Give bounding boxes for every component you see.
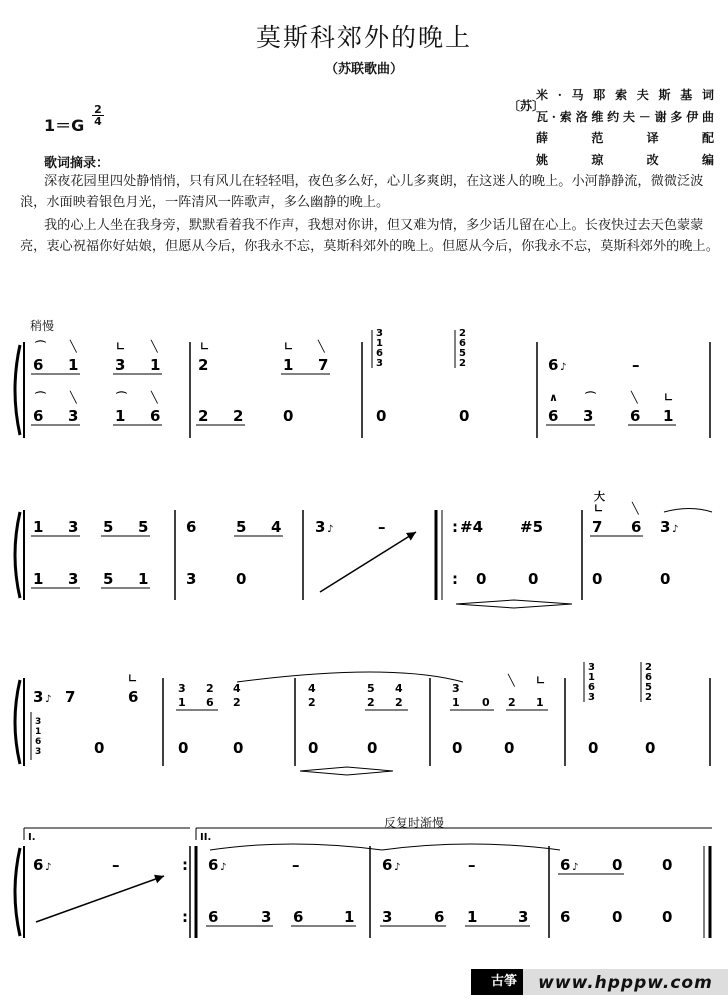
volta-2: II. [200, 832, 212, 843]
svg-text:1: 1 [452, 696, 460, 709]
svg-text:3: 3 [68, 570, 79, 588]
svg-text::: : [182, 856, 188, 874]
svg-text:6: 6 [560, 856, 571, 874]
svg-text:∟: ∟ [116, 340, 126, 353]
svg-text:╲: ╲ [151, 340, 158, 353]
svg-text:3: 3 [68, 407, 79, 425]
svg-text:0: 0 [367, 739, 378, 757]
svg-text:2: 2 [459, 328, 466, 339]
svg-text:6: 6 [35, 737, 42, 747]
volta-1: I. [28, 832, 36, 843]
svg-text:7: 7 [65, 688, 76, 706]
svg-text:4: 4 [308, 682, 316, 695]
row4-upper-notes [33, 856, 672, 874]
svg-text:2: 2 [459, 358, 466, 369]
svg-text:3: 3 [68, 518, 79, 536]
svg-text:0: 0 [645, 739, 656, 757]
footer-label: 古筝 [471, 969, 523, 995]
row4-lower-notes [36, 876, 672, 926]
svg-text:6: 6 [560, 908, 571, 926]
svg-text:0: 0 [528, 570, 539, 588]
svg-text:∟: ∟ [200, 340, 210, 353]
svg-text::: : [452, 518, 458, 536]
svg-text:╲: ╲ [318, 340, 325, 353]
svg-text:–: – [468, 856, 476, 874]
svg-text:1: 1 [138, 570, 149, 588]
svg-text:6: 6 [434, 908, 445, 926]
svg-text:⌒: ⌒ [35, 391, 46, 404]
svg-text:0: 0 [662, 856, 673, 874]
svg-text:∟: ∟ [594, 502, 604, 515]
svg-text:6: 6 [33, 407, 44, 425]
svg-text:6: 6 [548, 356, 559, 374]
svg-text:5: 5 [236, 518, 247, 536]
svg-text:7: 7 [318, 356, 329, 374]
svg-text:6: 6 [459, 338, 466, 349]
svg-text:2: 2 [206, 682, 214, 695]
svg-text:3: 3 [376, 328, 383, 339]
svg-text:6: 6 [376, 348, 383, 359]
tempo-marking: 稍慢 [30, 319, 55, 333]
svg-text:♪: ♪ [572, 862, 579, 873]
svg-text:1: 1 [33, 570, 44, 588]
svg-text:6: 6 [645, 672, 652, 683]
svg-text:3: 3 [261, 908, 272, 926]
svg-text:2: 2 [645, 662, 652, 673]
svg-text:╲: ╲ [70, 391, 77, 404]
svg-text:3: 3 [382, 908, 393, 926]
svg-text:0: 0 [588, 739, 599, 757]
svg-text:5: 5 [138, 518, 149, 536]
svg-text:5: 5 [645, 682, 652, 693]
svg-text:–: – [112, 856, 120, 874]
svg-text:6: 6 [588, 682, 595, 693]
credit-composer: 瓦·索洛维约夫－谢多伊曲 [536, 110, 714, 124]
svg-text:╲: ╲ [70, 340, 77, 353]
svg-text:1: 1 [344, 908, 355, 926]
svg-text:2: 2 [367, 696, 375, 709]
svg-text:3: 3 [376, 358, 383, 369]
svg-text:6: 6 [128, 688, 139, 706]
svg-text:0: 0 [662, 908, 673, 926]
svg-text:6: 6 [206, 696, 214, 709]
svg-text:0: 0 [592, 570, 603, 588]
svg-text:6: 6 [208, 908, 219, 926]
svg-text:6: 6 [33, 356, 44, 374]
system-row-3 [15, 662, 710, 775]
svg-text:1: 1 [536, 696, 544, 709]
svg-text:0: 0 [236, 570, 247, 588]
svg-text:0: 0 [476, 570, 487, 588]
system-row-4 [15, 828, 712, 938]
svg-text:∧: ∧ [549, 391, 558, 404]
svg-text:⌒: ⌒ [116, 391, 127, 404]
svg-text:4: 4 [395, 682, 403, 695]
svg-text:6: 6 [186, 518, 197, 536]
svg-text:1: 1 [35, 727, 42, 737]
svg-text:╲: ╲ [632, 502, 639, 515]
key-signature: 1＝G [44, 116, 85, 135]
svg-text:0: 0 [459, 407, 470, 425]
svg-text:2: 2 [308, 696, 316, 709]
svg-text:–: – [632, 356, 640, 374]
svg-text:–: – [378, 518, 386, 536]
svg-text:1: 1 [467, 908, 478, 926]
svg-text:1: 1 [376, 338, 383, 349]
svg-text::: : [452, 570, 458, 588]
svg-text:–: – [292, 856, 300, 874]
svg-text:1: 1 [588, 672, 595, 683]
svg-text:5: 5 [367, 682, 375, 695]
svg-text:1: 1 [150, 356, 161, 374]
svg-text:3: 3 [518, 908, 529, 926]
svg-text:♪: ♪ [672, 524, 679, 535]
svg-text:6: 6 [208, 856, 219, 874]
svg-text:♪: ♪ [560, 362, 567, 373]
svg-text:0: 0 [178, 739, 189, 757]
svg-text:3: 3 [583, 407, 594, 425]
footer-site[interactable]: www.hpppw.com [538, 973, 713, 993]
svg-text:∟: ∟ [284, 340, 294, 353]
repeat-note: 反复时渐慢 [384, 816, 445, 830]
svg-text:2: 2 [395, 696, 403, 709]
svg-text:3: 3 [588, 662, 595, 673]
svg-text:♪: ♪ [45, 862, 52, 873]
svg-text:3: 3 [186, 570, 197, 588]
svg-text:⌒: ⌒ [585, 391, 596, 404]
credit-arranger: 姚琼改编 [536, 153, 714, 167]
svg-text::: : [182, 908, 188, 926]
system-row-2 [15, 489, 712, 608]
svg-text:3: 3 [35, 747, 42, 757]
svg-text:0: 0 [376, 407, 387, 425]
svg-text:0: 0 [612, 856, 623, 874]
svg-text:╲: ╲ [631, 391, 638, 404]
svg-text:6: 6 [293, 908, 304, 926]
svg-text:2: 2 [645, 692, 652, 703]
time-signature-top: 2 [94, 103, 102, 116]
svg-text:6: 6 [630, 407, 641, 425]
svg-text:6: 6 [631, 518, 642, 536]
svg-text:0: 0 [482, 696, 490, 709]
svg-text:1: 1 [33, 518, 44, 536]
svg-text:2: 2 [233, 696, 241, 709]
svg-text:#4: #4 [460, 518, 484, 536]
svg-text:1: 1 [115, 407, 126, 425]
svg-text:7: 7 [592, 518, 603, 536]
song-subtitle: （苏联歌曲） [324, 62, 403, 77]
svg-text:3: 3 [452, 682, 460, 695]
svg-text:∟: ∟ [128, 672, 138, 685]
svg-text:3: 3 [660, 518, 671, 536]
svg-text:0: 0 [660, 570, 671, 588]
lyrics-paragraph-2: 我的心上人坐在我身旁，默默看着我不作声，我想对你讲，但又难为情，多少话儿留在心上。长夜快过去天色蒙蒙亮，衷心祝福你好姑娘，但愿从今后，你我永不忘，莫斯科郊外的晚上。但愿从今后，你我永不忘，莫斯科郊外的晚上。 [20, 218, 719, 254]
svg-text:6: 6 [382, 856, 393, 874]
svg-text:3: 3 [115, 356, 126, 374]
lyrics-heading: 歌词摘录： [44, 156, 110, 171]
credit-translator: 薛范译配 [536, 131, 714, 145]
svg-text:4: 4 [271, 518, 282, 536]
system-row-1 [15, 328, 710, 438]
svg-text:3: 3 [33, 688, 44, 706]
svg-text:3: 3 [588, 692, 595, 703]
svg-text:3: 3 [315, 518, 326, 536]
svg-text:0: 0 [94, 739, 105, 757]
lyrics-paragraph-1: 深夜花园里四处静悄悄，只有风儿在轻轻唱，夜色多么好，心儿多爽朗，在这迷人的晚上。小河静静流，微微泛波浪，水面映着银色月光，一阵清风一阵歌声，多么幽静的晚上。 [20, 174, 704, 210]
credit-lyricist: 米·马耶索夫斯基词 [536, 88, 714, 102]
row3-upper-notes [33, 662, 652, 710]
row1-upper-notes [31, 328, 640, 374]
svg-text:♪: ♪ [45, 694, 52, 705]
svg-text:╲: ╲ [151, 391, 158, 404]
svg-text:2: 2 [198, 407, 209, 425]
svg-text:∟: ∟ [536, 674, 546, 687]
song-title: 莫斯科郊外的晚上 [255, 23, 472, 52]
svg-text:4: 4 [233, 682, 241, 695]
credits-country: 〔苏〕 [508, 99, 545, 113]
svg-text:0: 0 [504, 739, 515, 757]
dynamic-mark: 大 [594, 490, 605, 503]
svg-text:3: 3 [178, 682, 186, 695]
svg-text:3: 3 [35, 717, 42, 727]
svg-text:2: 2 [233, 407, 244, 425]
svg-text:5: 5 [459, 348, 466, 359]
svg-text:1: 1 [68, 356, 79, 374]
svg-text:♪: ♪ [394, 862, 401, 873]
svg-text:6: 6 [150, 407, 161, 425]
svg-text:6: 6 [548, 407, 559, 425]
svg-text:∟: ∟ [664, 391, 674, 404]
row1-lower-notes [31, 390, 676, 425]
svg-text:5: 5 [103, 570, 114, 588]
time-signature-bottom: 4 [92, 115, 104, 127]
svg-text:#5: #5 [520, 518, 544, 536]
svg-text:0: 0 [612, 908, 623, 926]
svg-text:1: 1 [663, 407, 674, 425]
svg-text:0: 0 [308, 739, 319, 757]
svg-text:⌒: ⌒ [35, 340, 46, 353]
svg-text:1: 1 [178, 696, 186, 709]
svg-text:6: 6 [33, 856, 44, 874]
svg-text:0: 0 [452, 739, 463, 757]
svg-text:♪: ♪ [220, 862, 227, 873]
svg-text:5: 5 [103, 518, 114, 536]
svg-text:1: 1 [283, 356, 294, 374]
svg-text:0: 0 [283, 407, 294, 425]
row3-lower-notes [31, 712, 655, 760]
svg-text:♪: ♪ [327, 524, 334, 535]
svg-text:2: 2 [198, 356, 209, 374]
svg-text:╲: ╲ [508, 674, 515, 687]
svg-text:0: 0 [233, 739, 244, 757]
row2-lower-notes [31, 532, 670, 592]
svg-text:2: 2 [508, 696, 516, 709]
